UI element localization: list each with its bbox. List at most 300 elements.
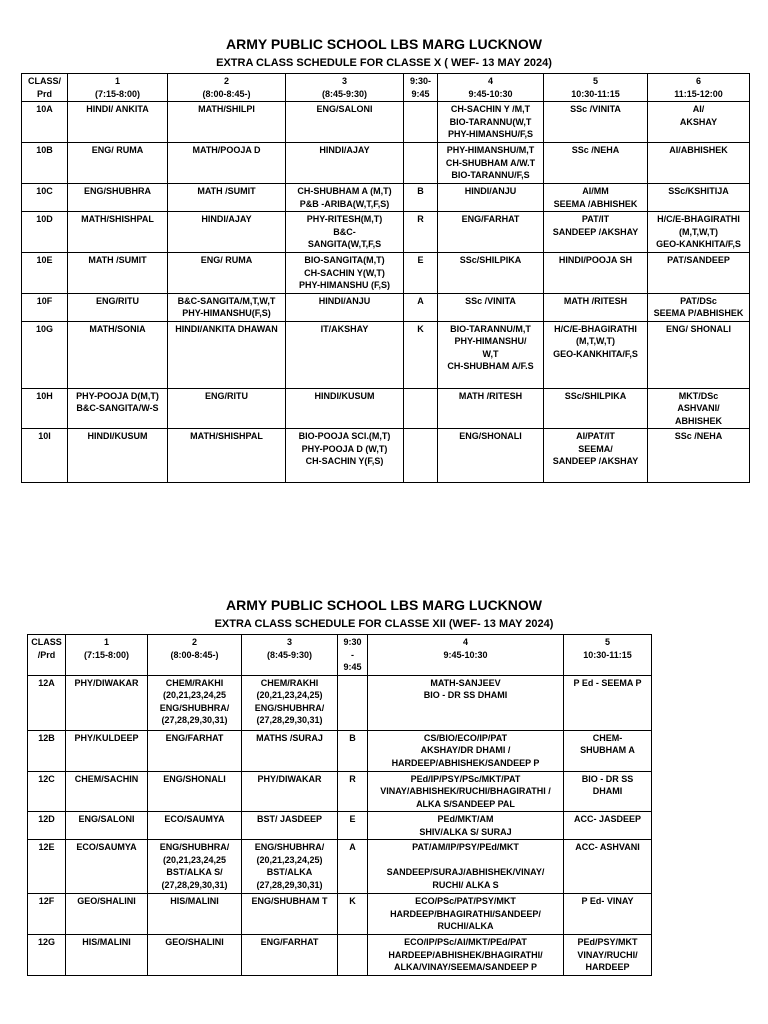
schedule-cell (168, 293, 286, 321)
schedule-cell (564, 771, 652, 812)
schedule-table-class-xii (27, 634, 652, 976)
schedule-cell (338, 730, 368, 771)
schedule-cell (648, 388, 750, 429)
cell-line: BIO-POOJA SCI.(M,T) (298, 431, 391, 441)
cell-line: W,T (482, 348, 499, 359)
cell-line: ABHISHEK (674, 415, 722, 426)
cell-line: (20,21,23,24,25) (256, 854, 323, 865)
schedule-cell (68, 388, 168, 429)
cell-line (405, 144, 436, 157)
cell-line (405, 390, 436, 403)
cell-line: (27,28,29,30,31) (256, 879, 323, 890)
cell-line: 3 (341, 76, 347, 86)
column-header (286, 74, 404, 102)
class-cell (28, 840, 66, 894)
cell-line: (M,T,W,T) (576, 336, 615, 346)
schedule-cell (168, 184, 286, 212)
schedule-cell (242, 730, 338, 771)
cell-line: 12G (37, 937, 55, 947)
cell-line: 10D (36, 214, 53, 224)
schedule-title-x: EXTRA CLASS SCHEDULE FOR CLASSE X ( WEF- 13 MAY 2024) (216, 57, 552, 69)
cell-line: ENG/ RUMA (91, 145, 144, 155)
table-row (22, 293, 750, 321)
schedule-cell (404, 429, 438, 483)
schedule-cell (242, 771, 338, 812)
cell-line: SSc/SHILPIKA (564, 390, 627, 401)
schedule-cell (286, 429, 404, 483)
schedule-cell (168, 321, 286, 388)
schedule-cell (368, 812, 564, 840)
cell-line: VINAY/RUCHI/ (577, 949, 638, 960)
cell-line: PEd/PSY/MKT (577, 937, 638, 947)
schedule-cell (68, 429, 168, 483)
cell-line: AI/ABHISHEK (669, 145, 728, 155)
schedule-cell (168, 253, 286, 294)
schedule-cell (286, 321, 404, 388)
cell-line: AI/ (692, 104, 705, 114)
cell-line: B (349, 732, 356, 743)
schedule-cell (286, 143, 404, 184)
schedule-cell (438, 293, 544, 321)
cell-line (339, 936, 366, 949)
cell-line: ENG/SHUBHAM T (251, 896, 328, 906)
cell-line: (8:00-8:45-) (202, 88, 251, 99)
cell-line: 10C (36, 186, 53, 196)
table-row (28, 675, 652, 730)
cell-line: SANGITA(W,T,F,S (307, 239, 382, 249)
cell-line: MATH /SUMIT (88, 255, 147, 265)
schedule-cell (66, 812, 148, 840)
cell-line: 12D (38, 814, 55, 824)
cell-line: HINDI/ANJU (318, 295, 371, 306)
column-header (438, 74, 544, 102)
column-header (564, 635, 652, 676)
cell-line: CH-SHUBHAM A/W.T (445, 157, 536, 168)
cell-line: HARDEEP/BHAGIRATHI/SANDEEP/ (390, 908, 541, 919)
schedule-cell (286, 102, 404, 143)
cell-line: CH-SACHIN Y /M,T (450, 104, 531, 114)
cell-line: PEd/MKT/AM (437, 814, 494, 824)
table-row (22, 212, 750, 253)
cell-line: ENG/FARHAT (461, 214, 520, 224)
cell-line: HARDEEP (585, 962, 630, 972)
cell-line: 9:45 (343, 662, 362, 672)
cell-line: MATH/SHISHPAL (81, 214, 154, 224)
schedule-cell (148, 812, 242, 840)
cell-line: B&C-SANGITA/W-S (76, 403, 159, 413)
cell-line: SSc /VINITA (570, 104, 621, 114)
cell-line: H/C/E-BHAGIRATHI (657, 214, 740, 224)
class-cell (28, 812, 66, 840)
cell-line: 6 (695, 76, 701, 86)
class-cell (22, 253, 68, 294)
schedule-cell (242, 935, 338, 976)
table-row (28, 771, 652, 812)
cell-line: ECO/IP/PSc/AI/MKT/PEd/PAT (404, 937, 527, 947)
schedule-cell (564, 894, 652, 935)
schedule-cell (544, 184, 648, 212)
schedule-cell (404, 102, 438, 143)
schedule-cell (648, 102, 750, 143)
cell-line: HINDI/AJAY (201, 214, 252, 224)
cell-line: ENG/SALONI (316, 104, 373, 114)
cell-line: B&C- (333, 226, 356, 237)
cell-line: MKT/DSc (678, 390, 719, 401)
cell-line: MATH-SANJEEV (430, 677, 501, 688)
schedule-cell (544, 102, 648, 143)
cell-line: ECO/SAUMYA (76, 842, 137, 852)
cell-line: ENG/FARHAT (165, 732, 224, 743)
cell-line: 10:30-11:15 (571, 88, 620, 99)
cell-line: ENG/ SHONALI (665, 323, 731, 334)
schedule-cell (404, 212, 438, 253)
cell-line: HINDI/AJAY (319, 145, 370, 155)
column-header (68, 74, 168, 102)
schedule-cell (242, 894, 338, 935)
cell-line: 10F (36, 295, 53, 306)
schedule-cell (648, 429, 750, 483)
cell-line: 9:45-10:30 (443, 649, 488, 660)
class-cell (22, 321, 68, 388)
cell-line: PEd/IP/PSY/PSc/MKT/PAT (410, 773, 521, 784)
cell-line: 10E (36, 255, 53, 265)
cell-line: AI/PAT/IT (576, 431, 615, 441)
cell-line: H/C/E-BHAGIRATHI (554, 323, 637, 334)
cell-line: PAT/DSc (680, 295, 717, 306)
schedule-cell (544, 321, 648, 388)
schedule-cell (564, 730, 652, 771)
cell-line: SEEMA/ (578, 443, 613, 454)
table-row (22, 429, 750, 483)
cell-line: SANDEEP /AKSHAY (552, 226, 639, 237)
column-header (404, 74, 438, 102)
cell-line: HIS/MALINI (82, 937, 131, 947)
column-header (368, 635, 564, 676)
table-row (22, 184, 750, 212)
cell-line: 12B (38, 732, 55, 743)
schedule-cell (438, 429, 544, 483)
table-row (28, 894, 652, 935)
cell-line: (27,28,29,30,31) (161, 879, 228, 890)
schedule-cell (648, 293, 750, 321)
cell-line: HINDI/POOJA SH (558, 255, 633, 265)
cell-line: ENG/SHUBHRA/ (159, 702, 230, 713)
column-header (28, 635, 66, 676)
cell-line: A (417, 295, 424, 306)
class-cell (28, 894, 66, 935)
cell-line: ENG/SHUBHRA (83, 186, 151, 196)
table-row (22, 253, 750, 294)
cell-line: GEO-KANKHITA/F,S (553, 348, 638, 359)
schedule-cell (338, 935, 368, 976)
cell-line: PHY-RITESH(M,T) (306, 214, 383, 224)
schedule-cell (68, 143, 168, 184)
schedule-cell (242, 840, 338, 894)
cell-line: 10H (36, 390, 53, 401)
schedule-cell (404, 253, 438, 294)
cell-line: MATH/SONIA (89, 323, 146, 334)
cell-line: HINDI/KUSUM (314, 390, 375, 401)
class-cell (28, 771, 66, 812)
cell-line: HARDEEP/ABHISHEK/BHAGIRATHI/ (388, 949, 543, 960)
schedule-cell (438, 143, 544, 184)
schedule-cell (564, 935, 652, 976)
cell-line: PHY-HIMANSHU/F,S (447, 129, 533, 139)
schedule-cell (544, 143, 648, 184)
schedule-cell (544, 388, 648, 429)
cell-line: SSc/SHILPIKA (459, 255, 522, 265)
cell-line: (8:45-9:30) (321, 88, 368, 99)
cell-line: CH-SHUBHAM A (M,T) (297, 186, 392, 196)
cell-line: PHY/DIWAKAR (74, 677, 139, 688)
cell-line: BST/ALKA (266, 867, 313, 877)
cell-line: PHY/KULDEEP (74, 732, 139, 743)
schedule-cell (438, 253, 544, 294)
schedule-cell (68, 293, 168, 321)
cell-line: 1 (114, 76, 120, 86)
schedule-cell (368, 840, 564, 894)
schedule-cell (148, 730, 242, 771)
cell-line: GEO/SHALINI (165, 937, 224, 947)
schedule-cell (338, 840, 368, 894)
schedule-cell (648, 321, 750, 388)
cell-line: ALKA S/SANDEEP PAL (416, 798, 515, 809)
cell-line: BIO-SANGITA(M,T) (304, 255, 385, 265)
cell-line: (8:45-9:30) (266, 649, 313, 660)
schedule-cell (66, 935, 148, 976)
cell-line: SANDEEP/SURAJ/ABHISHEK/VINAY/ (386, 867, 545, 877)
cell-line: PHY-HIMANSHU/M,T (446, 145, 535, 155)
schedule-cell (66, 771, 148, 812)
cell-line: ALKA/VINAY/SEEMA/SANDEEP P (393, 962, 538, 972)
schedule-cell (404, 388, 438, 429)
cell-line: E (349, 814, 356, 824)
cell-line: BIO - DR SS (581, 773, 634, 784)
column-header (22, 74, 68, 102)
cell-line (339, 677, 366, 690)
cell-line: 2 (191, 637, 197, 647)
cell-line: ENG/SALONI (78, 814, 135, 824)
class-cell (22, 388, 68, 429)
table-row (28, 730, 652, 771)
cell-line: 4 (462, 637, 468, 647)
schedule-cell (286, 293, 404, 321)
schedule-cell (564, 840, 652, 894)
schedule-cell (286, 184, 404, 212)
cell-line: DHAMI (592, 786, 623, 796)
cell-line: 12C (38, 773, 55, 784)
schedule-cell (242, 812, 338, 840)
class-cell (22, 293, 68, 321)
cell-line: BST/ALKA S/ (166, 867, 223, 877)
schedule-table-class-x (21, 73, 750, 483)
cell-line: (20,21,23,24,25 (162, 854, 227, 865)
class-cell (28, 730, 66, 771)
schedule-cell (438, 184, 544, 212)
cell-line: (7:15-8:00) (94, 88, 141, 99)
cell-line: ACC- ASHVANI (575, 842, 640, 852)
schedule-cell (68, 102, 168, 143)
schedule-cell (564, 812, 652, 840)
schedule-cell (286, 253, 404, 294)
column-header (242, 635, 338, 676)
school-name-xii: ARMY PUBLIC SCHOOL LBS MARG LUCKNOW (225, 597, 543, 613)
schedule-cell (368, 730, 564, 771)
schedule-title-xii: EXTRA CLASS SCHEDULE FOR CLASSE XII (WEF- 13 MAY 2024) (214, 618, 554, 630)
cell-line: MATH/SHISHPAL (190, 431, 263, 441)
schedule-cell (286, 388, 404, 429)
cell-line: CHEM/SACHIN (74, 773, 139, 784)
schedule-cell (544, 212, 648, 253)
class-cell (22, 429, 68, 483)
cell-line: 1 (103, 637, 109, 647)
cell-line: 9:45 (411, 88, 430, 99)
cell-line: SSc /NEHA (571, 145, 620, 155)
cell-line: AKSHAY/DR DHAMI / (420, 745, 511, 755)
cell-line: (20,21,23,24,25 (162, 690, 227, 700)
schedule-cell (66, 730, 148, 771)
cell-line: (8:00-8:45-) (170, 649, 219, 660)
cell-line: CLASS (31, 637, 62, 647)
schedule-cell (66, 894, 148, 935)
cell-line: (7:15-8:00) (83, 649, 130, 660)
cell-line: CHEM/RAKHI (165, 677, 224, 688)
cell-line: BIO-TARANNU/F,S (451, 170, 530, 180)
schedule-cell (338, 675, 368, 730)
schedule-cell (148, 894, 242, 935)
column-header (66, 635, 148, 676)
cell-line: ECO/PSc/PAT/PSY/MKT (415, 896, 516, 906)
schedule-cell (68, 184, 168, 212)
cell-line: 10G (35, 323, 53, 334)
cell-line: PAT/AM/IP/PSY/PEd/MKT (412, 842, 519, 852)
schedule-cell (148, 935, 242, 976)
class-cell (22, 143, 68, 184)
class-cell (28, 675, 66, 730)
schedule-cell (168, 143, 286, 184)
cell-line: MATH /RITESH (563, 295, 628, 306)
cell-line: AI/MM (582, 186, 609, 196)
cell-line: RUCHI/ALKA (437, 921, 494, 931)
schedule-cell (286, 212, 404, 253)
schedule-cell (148, 840, 242, 894)
cell-line: 9:30 (343, 637, 362, 647)
cell-line: ASHVANI/ (677, 403, 720, 413)
cell-line: ENG/SHUBHRA/ (254, 702, 325, 713)
cell-line: MATH/SHILPI (198, 104, 255, 114)
table-row (22, 321, 750, 388)
schedule-cell (544, 293, 648, 321)
schedule-cell (68, 321, 168, 388)
table-row (22, 102, 750, 143)
cell-line: HIS/MALINI (170, 896, 219, 906)
schedule-cell (168, 102, 286, 143)
schedule-cell (66, 675, 148, 730)
schedule-cell (338, 771, 368, 812)
cell-line: 5 (592, 76, 598, 86)
cell-line: R (349, 773, 356, 784)
cell-line: ENG/SHONALI (459, 431, 522, 441)
cell-line: RUCHI/ ALKA S (432, 879, 499, 890)
cell-line: AKSHAY (679, 116, 718, 127)
cell-line: GEO/SHALINI (77, 896, 136, 906)
cell-line: PHY-HIMANSHU/ (454, 336, 527, 346)
cell-line: CHEM/RAKHI (260, 677, 319, 688)
cell-line: 3 (286, 637, 292, 647)
table-row (28, 840, 652, 894)
cell-line: HINDI/ ANKITA (86, 104, 149, 114)
cell-line: SHIV/ALKA S/ SURAJ (419, 826, 512, 837)
cell-line: PHY-HIMANSHU(F,S) (182, 308, 271, 318)
cell-line: ENG/SHUBHRA/ (254, 842, 325, 852)
cell-line: SEEMA P/ABHISHEK (653, 308, 744, 318)
cell-line: P Ed - SEEMA P (573, 677, 642, 688)
schedule-cell (68, 253, 168, 294)
schedule-cell (68, 212, 168, 253)
cell-line: IT/AKSHAY (320, 323, 369, 334)
cell-line: 12F (38, 896, 55, 906)
cell-line: SHUBHAM A (580, 745, 635, 755)
cell-line: SANDEEP /AKSHAY (552, 456, 639, 466)
schedule-cell (168, 388, 286, 429)
cell-line: MATH/POOJA D (192, 145, 261, 155)
cell-line: 2 (223, 76, 229, 86)
cell-line: CH-SACHIN Y(W,T) (304, 267, 385, 278)
cell-line: 4 (487, 76, 493, 86)
class-cell (28, 935, 66, 976)
cell-line: MATH /RITESH (458, 390, 523, 401)
schedule-cell (544, 253, 648, 294)
cell-line: 10A (36, 104, 53, 114)
cell-line: HINDI/KUSUM (87, 431, 148, 441)
cell-line: E (417, 255, 424, 265)
cell-line: CHEM- (592, 732, 623, 743)
schedule-cell (148, 771, 242, 812)
cell-line: ENG/SHONALI (163, 773, 226, 784)
schedule-cell (404, 293, 438, 321)
cell-line: BST/ JASDEEP (256, 814, 323, 824)
column-header (168, 74, 286, 102)
cell-line: ENG/RITU (204, 390, 248, 401)
cell-line: (27,28,29,30,31) (256, 715, 323, 725)
cell-line: A (349, 842, 356, 852)
cell-line: PHY-POOJA D (W,T) (301, 443, 388, 454)
schedule-cell (368, 894, 564, 935)
schedule-cell (168, 429, 286, 483)
schedule-cell (438, 321, 544, 388)
cell-line: 9:30- (409, 76, 431, 86)
cell-line: ACC- JASDEEP (573, 814, 641, 824)
cell-line: K (417, 323, 424, 334)
schedule-cell (168, 212, 286, 253)
table-row (28, 812, 652, 840)
schedule-cell (148, 675, 242, 730)
schedule-cell (648, 212, 750, 253)
cell-line: 5 (604, 637, 610, 647)
cell-line: MATHS /SURAJ (256, 732, 323, 743)
cell-line: 11:15-12:00 (674, 88, 723, 99)
schedule-cell (404, 143, 438, 184)
cell-line: PHY-POOJA D(M,T) (76, 390, 159, 401)
cell-line: SSc /NEHA (674, 431, 723, 441)
cell-line: CLASS/ (27, 76, 61, 86)
cell-line: VINAY/ABHISHEK/RUCHI/BHAGIRATHI / (380, 786, 551, 796)
cell-line: PAT/IT (581, 214, 610, 224)
schedule-cell (438, 102, 544, 143)
class-cell (22, 212, 68, 253)
schedule-cell (564, 675, 652, 730)
cell-line: HINDI/ANJU (464, 186, 517, 196)
